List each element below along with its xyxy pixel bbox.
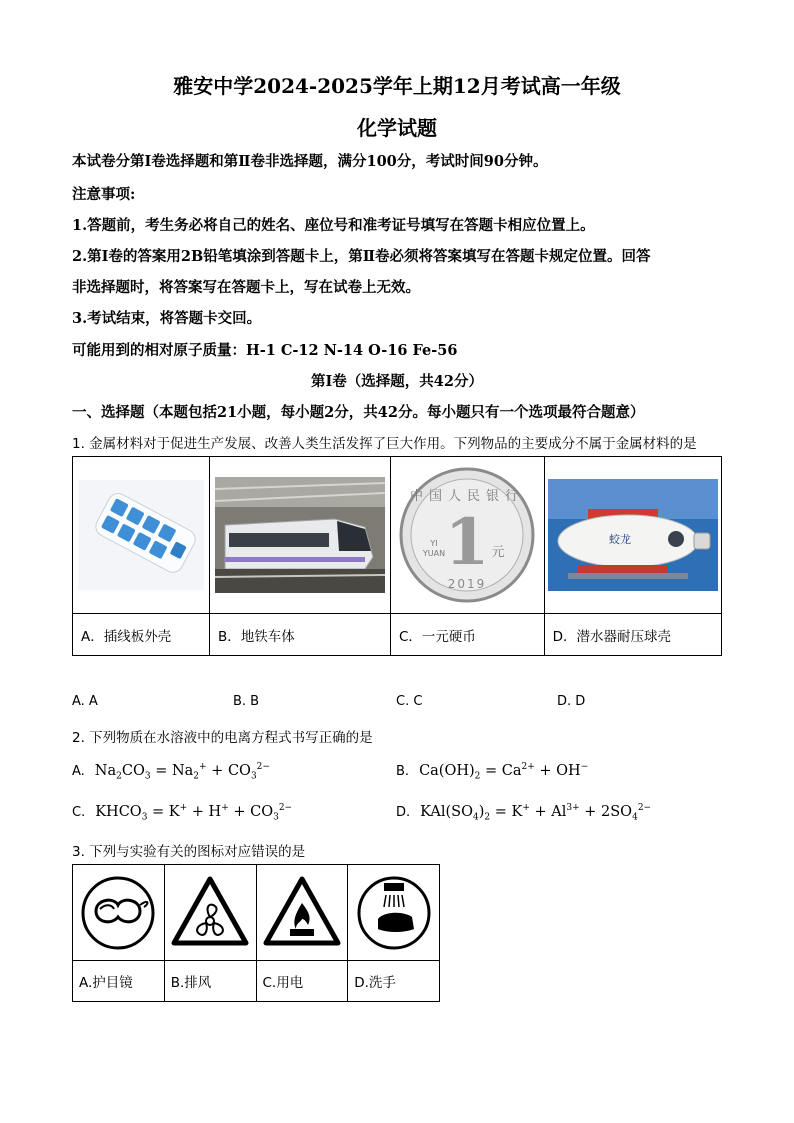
subway-train-icon — [215, 477, 385, 593]
q3-label-b: B.排风 — [164, 961, 256, 1002]
exam-subtitle: 化学试题 — [357, 116, 437, 140]
coin-top-text: 中国人民银行 — [410, 489, 525, 504]
goggles-icon — [78, 873, 158, 953]
fan-icon — [170, 873, 250, 953]
coin-unit-text: 元 — [491, 545, 505, 560]
power-strip-icon — [78, 480, 204, 590]
q3-image-a — [73, 865, 165, 961]
q2-option-b[interactable]: B. $Ca(OH)_2 = Ca^{2+} + OH^-$ — [396, 762, 589, 782]
q3-label-c: C.用电 — [256, 961, 348, 1002]
atomic-masses: 可能用到的相对原子质量：H-1 C-12 N-14 O-16 Fe-56 — [72, 342, 458, 359]
exam-title: 雅安中学2024-2025学年上期12月考试高一年级 — [173, 74, 621, 98]
coin-value-text: 1 — [445, 505, 490, 580]
q1-label-c: C．一元硬币 — [390, 614, 544, 656]
q2-label-b: B. — [396, 763, 410, 779]
q2-option-c[interactable]: C. $KHCO_3 = K^+ + H^+ + CO_3^{2-}$ — [72, 803, 293, 823]
q1-label-b: B．地铁车体 — [209, 614, 390, 656]
q1-image-c — [390, 457, 544, 614]
q1-label-d: D．潜水器耐压球壳 — [544, 614, 721, 656]
coin-pinyin1: YI — [430, 539, 438, 548]
q3-label-a: A.护目镜 — [73, 961, 165, 1002]
note-3: 3.考试结束，将答题卡交回。 — [72, 310, 262, 327]
section-title: 第Ⅰ卷（选择题，共42分） — [311, 373, 483, 390]
q2-label-c: C. — [72, 804, 86, 820]
q3-stem: 3. 下列与实验有关的图标对应错误的是 — [72, 844, 306, 860]
q2-label-a: A. — [72, 763, 85, 779]
notes-title: 注意事项: — [72, 186, 136, 203]
note-2b: 非选择题时，将答案写在答题卡上，写在试卷上无效。 — [72, 279, 420, 296]
q1-label-a: A．插线板外壳 — [73, 614, 210, 656]
coin-pinyin2: YUAN — [423, 549, 446, 558]
coin-year-text: 2019 — [448, 577, 487, 591]
coin-icon — [392, 466, 542, 604]
note-1: 1.答题前，考生务必将自己的姓名、座位号和准考证号填写在答题卡相应位置上。 — [72, 217, 595, 234]
submarine-name: 蛟龙 — [608, 533, 631, 546]
q1-image-b — [209, 457, 390, 614]
q3-icon-table — [72, 864, 440, 1002]
part-title: 一、选择题（本题包括21小题，每小题2分，共42分。每小题只有一个选项最符合题意） — [72, 404, 645, 421]
note-2a: 2.第Ⅰ卷的答案用2B铅笔填涂到答题卡上，第Ⅱ卷必须将答案填写在答题卡规定位置。回答 — [72, 248, 651, 265]
q3-image-b — [164, 865, 256, 961]
flame-icon — [262, 873, 342, 953]
intro-statement: 本试卷分第Ⅰ卷选择题和第Ⅱ卷非选择题，满分100分，考试时间90分钟。 — [72, 153, 548, 170]
handwash-icon — [354, 873, 434, 953]
q2-stem: 2. 下列物质在水溶液中的电离方程式书写正确的是 — [72, 730, 373, 746]
q1-option-b[interactable]: B. B — [233, 694, 260, 709]
q1-stem: 1. 金属材料对于促进生产发展、改善人类生活发挥了巨大作用。下列物品的主要成分不属于金属材料的是 — [72, 436, 697, 452]
q1-option-d[interactable]: D. D — [557, 694, 586, 709]
q1-image-table — [72, 456, 722, 656]
q2-option-a[interactable]: A. $Na_2CO_3 = Na_2^+ + CO_3^{2-}$ — [72, 762, 270, 782]
q2-label-d: D. — [396, 804, 411, 820]
q3-label-d: D.洗手 — [348, 961, 440, 1002]
q1-image-d — [544, 457, 721, 614]
q2-option-d[interactable]: D. $KAl(SO_4)_2 = K^+ + Al^{3+} + 2SO_4^{2-}$ — [396, 803, 652, 823]
q1-image-a — [73, 457, 210, 614]
q3-image-c — [256, 865, 348, 961]
submarine-icon — [548, 479, 718, 591]
q1-option-c[interactable]: C. C — [396, 694, 423, 709]
q3-image-d — [348, 865, 440, 961]
q1-option-a[interactable]: A. A — [72, 694, 98, 709]
